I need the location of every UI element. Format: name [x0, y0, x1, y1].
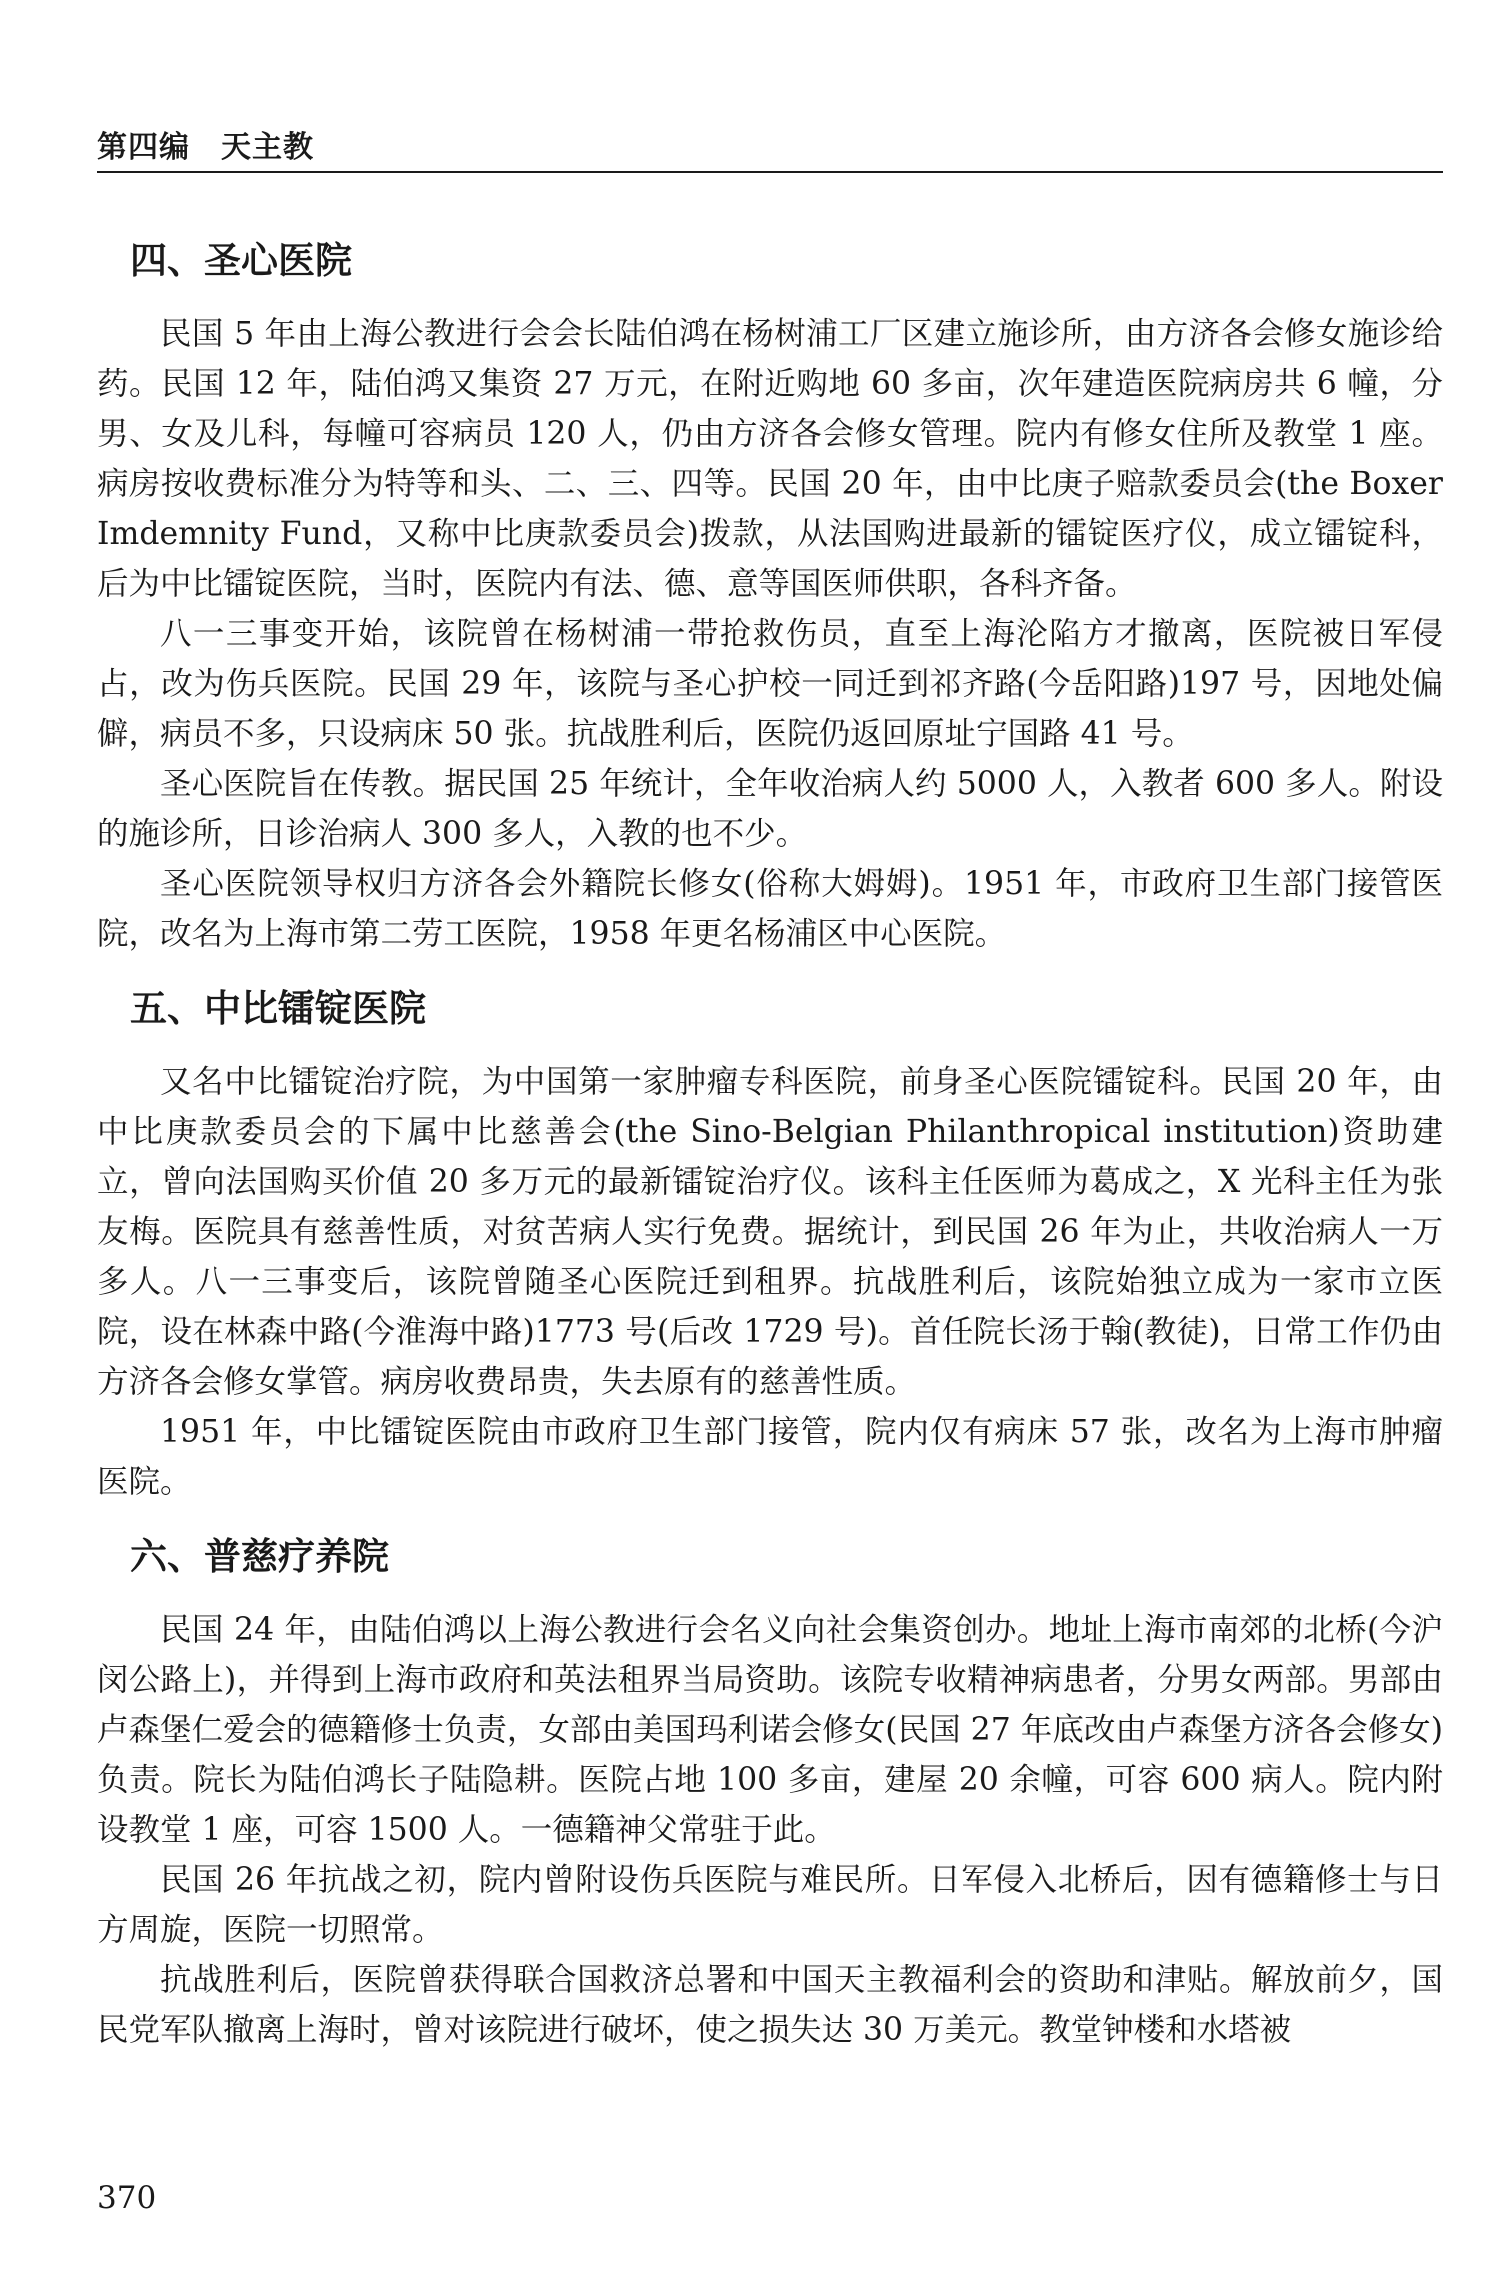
page-number: 370 [97, 2180, 157, 2216]
paragraph: 民国 26 年抗战之初，院内曾附设伤兵医院与难民所。日军侵入北桥后，因有德籍修士与日方周旋，医院一切照常。 [97, 1862, 1443, 1948]
section-gap [97, 959, 1443, 973]
paragraph: 又名中比镭锭治疗院，为中国第一家肿瘤专科医院，前身圣心医院镭锭科。民国 20 年，由中比庚款委员会的下属中比慈善会(the Sino-Belgian Philanthropical institution)资助建立，曾向法国购买价值 20 多万元的最新镭锭治疗仪。该科主任医师为葛成之，X 光科主任为张友梅。医院具有慈善性质，对贫苦病人实行免费。据统计，到民国 26 年为止，共收治病人一万多人。八一三事变后，该院曾随圣心医院迁到租界。抗战胜利后，该院始独立成为一家市立医院，设在林森中路(今淮海中路)1773 号(后改 1729 号)。首任院长汤于翰(教徒)，日常工作仍由方济各会修女掌管。病房收费昂贵，失去原有的慈善性质。 [97, 1064, 1443, 1400]
section-title: 六、普慈疗养院 [130, 1535, 389, 1578]
body-text [97, 225, 1443, 2055]
section-puci-sanatorium [97, 1521, 1443, 2055]
paragraph: 圣心医院领导权归方济各会外籍院长修女(俗称大姆姆)。1951 年，市政府卫生部门接管医院，改名为上海市第二劳工医院，1958 年更名杨浦区中心医院。 [97, 866, 1443, 952]
section-title: 五、中比镭锭医院 [130, 987, 426, 1030]
paragraph: 圣心医院旨在传教。据民国 25 年统计，全年收治病人约 5000 人，入教者 600 多人。附设的施诊所，日诊治病人 300 多人，入教的也不少。 [97, 766, 1443, 852]
section-sino-belgian-radium-hospital [97, 973, 1443, 1507]
section-sacred-heart-hospital [97, 225, 1443, 959]
paragraph: 抗战胜利后，医院曾获得联合国救济总署和中国天主教福利会的资助和津贴。解放前夕，国民党军队撤离上海时，曾对该院进行破坏，使之损失达 30 万美元。教堂钟楼和水塔被 [97, 1962, 1443, 2048]
header-rule [97, 171, 1443, 173]
paragraph: 1951 年，中比镭锭医院由市政府卫生部门接管，院内仅有病床 57 张，改名为上海市肿瘤医院。 [97, 1414, 1443, 1500]
paragraph: 民国 24 年，由陆伯鸿以上海公教进行会名义向社会集资创办。地址上海市南郊的北桥(今沪闵公路上)，并得到上海市政府和英法租界当局资助。该院专收精神病患者，分男女两部。男部由卢森堡仁爱会的德籍修士负责，女部由美国玛利诺会修女(民国 27 年底改由卢森堡方济各会修女)负责。院长为陆伯鸿长子陆隐耕。医院占地 100 多亩，建屋 20 余幢，可容 600 病人。院内附设教堂 1 座，可容 1500 人。一德籍神父常驻于此。 [97, 1612, 1443, 1848]
paragraph: 民国 5 年由上海公教进行会会长陆伯鸿在杨树浦工厂区建立施诊所，由方济各会修女施诊给药。民国 12 年，陆伯鸿又集资 27 万元，在附近购地 60 多亩，次年建造医院病房共 6 幢，分男、女及儿科，每幢可容病员 120 人，仍由方济各会修女管理。院内有修女住所及教堂 1 座。病房按收费标准分为特等和头、二、三、四等。民国 20 年，由中比庚子赔款委员会(the Boxer Imdemnity Fund，又称中比庚款委员会)拨款，从法国购进最新的镭锭医疗仪，成立镭锭科，后为中比镭锭医院，当时，医院内有法、德、意等国医师供职，各科齐备。 [97, 316, 1443, 602]
section-title: 四、圣心医院 [130, 239, 352, 282]
running-header: 第四编 天主教 [97, 130, 314, 165]
paragraph: 八一三事变开始，该院曾在杨树浦一带抢救伤员，直至上海沦陷方才撤离，医院被日军侵占，改为伤兵医院。民国 29 年，该院与圣心护校一同迁到祁齐路(今岳阳路)197 号，因地处偏僻，病员不多，只设病床 50 张。抗战胜利后，医院仍返回原址宁国路 41 号。 [97, 616, 1443, 752]
section-gap [97, 1507, 1443, 1521]
